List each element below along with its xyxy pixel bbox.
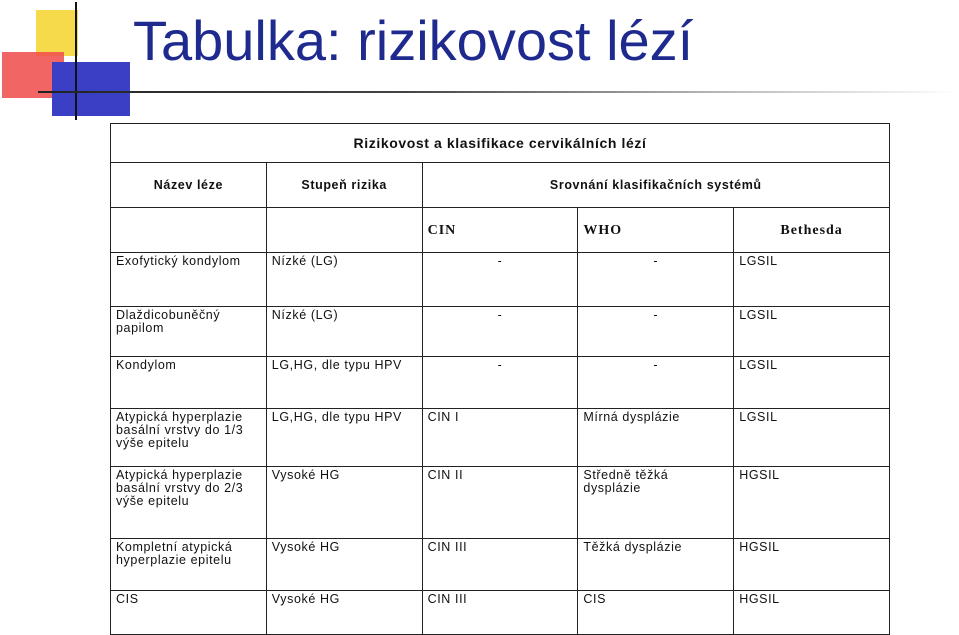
- cell-bethesda: LGSIL: [734, 253, 890, 307]
- table-row: [111, 307, 890, 357]
- deco-yellow-square: [36, 10, 78, 56]
- table-row: [111, 539, 890, 591]
- table-row: [111, 253, 890, 307]
- page-title: Tabulka: rizikovost lézí: [133, 9, 694, 72]
- header-empty-risk: [266, 208, 422, 253]
- cell-lesion: CIS: [111, 591, 267, 635]
- header-comparison: Srovnání klasifikačních systémů: [422, 163, 889, 208]
- cell-cin: -: [422, 253, 578, 307]
- table-caption: Rizikovost a klasifikace cervikálních lézí: [111, 124, 890, 163]
- cell-lesion: Atypická hyperplazie basální vrstvy do 1/3 výše epitelu: [111, 409, 267, 467]
- cell-risk: LG,HG, dle typu HPV: [266, 409, 422, 467]
- decorative-squares-logo: [0, 0, 140, 125]
- cell-risk: Nízké (LG): [266, 253, 422, 307]
- header-system-bethesda: Bethesda: [734, 208, 890, 253]
- cell-bethesda: LGSIL: [734, 409, 890, 467]
- cell-lesion: Exofytický kondylom: [111, 253, 267, 307]
- cell-cin: CIN III: [422, 591, 578, 635]
- cell-who: -: [578, 307, 734, 357]
- cell-lesion: Kondylom: [111, 357, 267, 409]
- cell-cin: -: [422, 307, 578, 357]
- table-body: [111, 253, 890, 635]
- cell-bethesda: LGSIL: [734, 307, 890, 357]
- table-row: [111, 357, 890, 409]
- cell-who: Středně těžká dysplázie: [578, 467, 734, 539]
- cell-risk: Vysoké HG: [266, 539, 422, 591]
- cell-cin: CIN II: [422, 467, 578, 539]
- cell-bethesda: HGSIL: [734, 539, 890, 591]
- cell-risk: Nízké (LG): [266, 307, 422, 357]
- table-row: [111, 409, 890, 467]
- deco-blue-square: [52, 62, 130, 116]
- table-row: [111, 467, 890, 539]
- header-system-cin: CIN: [422, 208, 578, 253]
- cell-cin: CIN III: [422, 539, 578, 591]
- cell-who: -: [578, 253, 734, 307]
- cell-risk: LG,HG, dle typu HPV: [266, 357, 422, 409]
- cell-who: -: [578, 357, 734, 409]
- cell-cin: -: [422, 357, 578, 409]
- header-lesion: Název léze: [111, 163, 267, 208]
- cell-who: Mírná dysplázie: [578, 409, 734, 467]
- risk-classification-table: [110, 123, 890, 635]
- cell-bethesda: HGSIL: [734, 591, 890, 635]
- cell-bethesda: HGSIL: [734, 467, 890, 539]
- cell-risk: Vysoké HG: [266, 467, 422, 539]
- header-system-who: WHO: [578, 208, 734, 253]
- cell-lesion: Kompletní atypická hyperplazie epitelu: [111, 539, 267, 591]
- header-empty-lesion: [111, 208, 267, 253]
- header-risk: Stupeň rizika: [266, 163, 422, 208]
- cell-bethesda: LGSIL: [734, 357, 890, 409]
- cell-who: CIS: [578, 591, 734, 635]
- cell-lesion: Dlaždicobuněčný papilom: [111, 307, 267, 357]
- cell-lesion: Atypická hyperplazie basální vrstvy do 2/3 výše epitelu: [111, 467, 267, 539]
- title-divider: [38, 91, 959, 93]
- cell-cin: CIN I: [422, 409, 578, 467]
- cell-risk: Vysoké HG: [266, 591, 422, 635]
- table-row: [111, 591, 890, 635]
- cell-who: Těžká dysplázie: [578, 539, 734, 591]
